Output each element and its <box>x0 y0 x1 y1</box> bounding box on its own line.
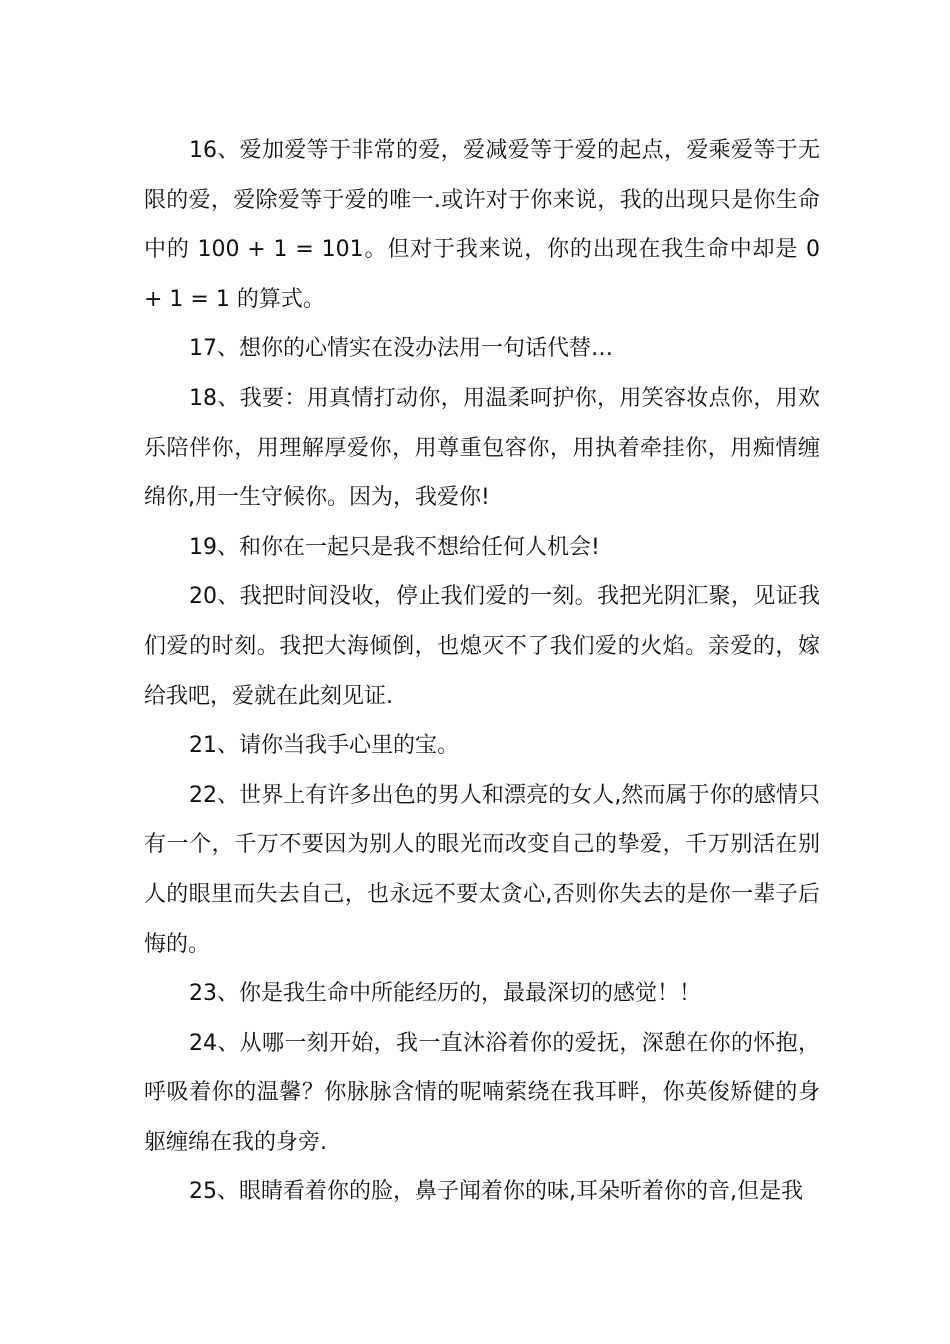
paragraph-25: 25、眼睛看着你的脸，鼻子闻着你的味,耳朵听着你的音,但是我 <box>189 1179 803 1205</box>
paragraph-18: 18、我要：用真情打动你，用温柔呵护你，用笑容妆点你，用欢乐陪伴你，用理解厚爱你，用尊重包容你，用执着牵挂你，用痴情缠绵你,用一生守候你。因为，我爱你! <box>144 385 820 511</box>
paragraph-17: 17、想你的心情实在没办法用一句话代替… <box>189 336 613 362</box>
paragraph-21: 21、请你当我手心里的宝。 <box>189 733 459 759</box>
paragraph-16: 16、爱加爱等于非常的爱，爱减爱等于爱的起点，爱乘爱等于无限的爱，爱除爱等于爱的唯一.或许对于你来说，我的出现只是你生命中的 100 + 1 = 101。但对于我来说，你的出现在我生命中却是 0 + 1 = 1 的算式。 <box>144 138 820 312</box>
paragraph-19: 19、和你在一起只是我不想给任何人机会! <box>189 534 600 560</box>
paragraph-22: 22、世界上有许多出色的男人和漂亮的女人,然而属于你的感情只有一个，千万不要因为别人的眼光而改变自己的挚爱，千万别活在别人的眼里而失去自己，也永远不要太贪心,否则你失去的是你一辈子后悔的。 <box>144 782 820 957</box>
document-page <box>144 126 820 1217</box>
paragraph-20: 20、我把时间没收，停止我们爱的一刻。我把光阴汇聚，见证我们爱的时刻。我把大海倾倒，也熄灭不了我们爱的火焰。亲爱的，嫁给我吧，爱就在此刻见证. <box>144 584 820 709</box>
paragraph-23: 23、你是我生命中所能经历的，最最深切的感觉！！ <box>189 981 701 1007</box>
paragraph-24: 24、从哪一刻开始，我一直沐浴着你的爱抚，深憩在你的怀抱，呼吸着你的温馨？你脉脉含情的呢喃萦绕在我耳畔，你英俊矫健的身躯缠绵在我的身旁. <box>144 1030 820 1155</box>
